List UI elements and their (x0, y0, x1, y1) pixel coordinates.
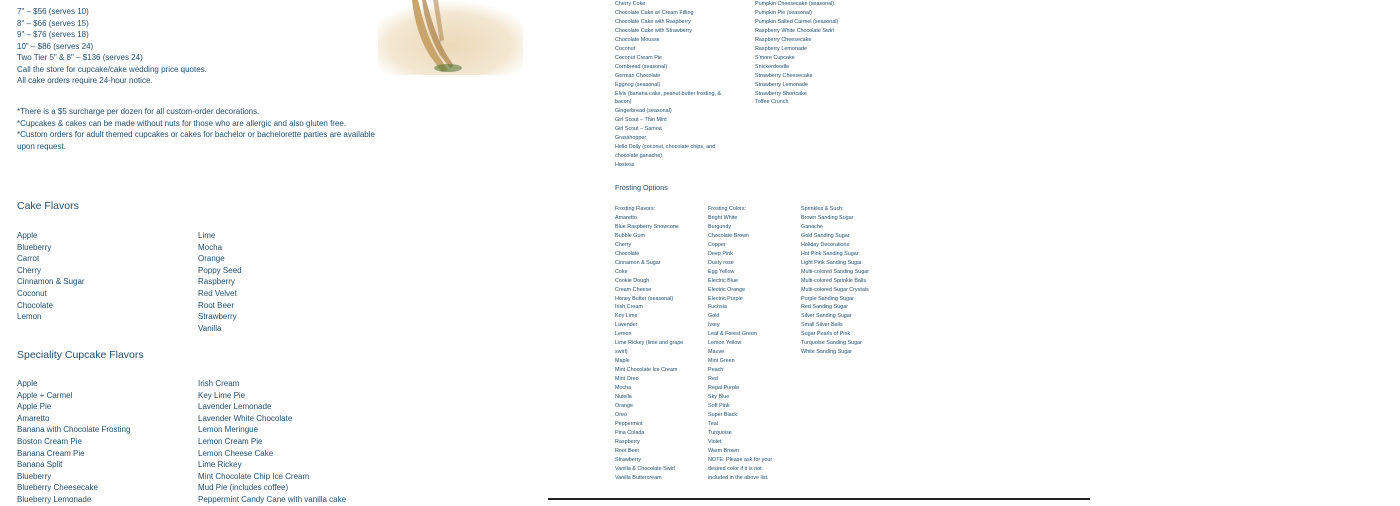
price-item: 8" – $66 (serves 15) (17, 18, 89, 28)
cake-flavor-item: Cherry (17, 265, 42, 275)
frosting-color-item: Egg Yellow (708, 268, 735, 275)
frosting-colors-list (708, 214, 772, 483)
sprinkle-item: Hot Pink Sanding Sugar (801, 250, 859, 257)
frosting-colors-section (708, 205, 772, 483)
frosting-color-item: Super Black (708, 411, 738, 418)
specialty-flavor-item: Apple + Carmel (17, 390, 73, 400)
cake-flavor-item: Mocha (198, 242, 223, 252)
order-note: All cake orders require 24-hour notice. (17, 76, 153, 85)
flavor-item: Snickerdoodle (755, 63, 790, 70)
cake-photo (378, 0, 523, 75)
price-item: 9" – $76 (serves 18) (17, 30, 89, 39)
flavor-item: Toffee Crunch (755, 99, 789, 106)
frosting-flavor-item: Maple (615, 358, 630, 365)
specialty-flavor-item: Lemon Meringue (198, 425, 259, 435)
flavor-item: bacon) (615, 99, 632, 106)
specialty-flavor-item: Amaretto (17, 413, 50, 423)
flavor-item: Grasshopper (615, 135, 647, 142)
cake-flavors-column-1 (17, 230, 85, 323)
frosting-color-item: Fuchsia (708, 304, 727, 311)
flavor-item: Chocolate Mousse (615, 36, 660, 43)
specialty-flavor-item: Lavender Lemonade (198, 402, 272, 412)
cake-flavor-item: Red Velvet (198, 288, 237, 298)
sprinkle-item: Brown Sanding Sugar (801, 214, 854, 221)
frosting-flavor-item: Mint Chocolate Ice Cream (615, 367, 678, 374)
frosting-color-item: Sky Blue (708, 394, 730, 401)
frosting-flavor-item: Vanilla Buttercream (615, 474, 662, 481)
frosting-color-item: Red (708, 376, 718, 383)
specialty-column-1 (17, 378, 130, 506)
allergy-note: *Cupcakes & cakes can be made without nuts for those who are allergic and also gluten free. (17, 118, 347, 128)
frosting-color-item: Teal (708, 420, 718, 427)
cake-flavor-item: Vanilla (198, 323, 222, 333)
sprinkle-item: Sugar Pearls of Pink (801, 331, 851, 338)
specialty-flavor-item: Peppermint Candy Cane with vanilla cake (198, 494, 347, 504)
frosting-flavor-item: Lavender (615, 322, 638, 329)
cake-flavor-item: Carrot (17, 254, 40, 264)
surcharge-note: *There is a $5 surcharge per dozen for all custom-order decorations. (17, 107, 260, 116)
frosting-color-item: Chocolate Brown (708, 232, 750, 239)
flavor-item: Gingerbread (seasonal) (615, 108, 672, 115)
frosting-color-item: Lemon Yellow (708, 340, 742, 347)
sprinkle-item: Multi-colored Sugar Crystals (801, 286, 869, 293)
flavor-list-right (755, 0, 838, 107)
frosting-flavors-list (615, 214, 683, 483)
flavor-item: Raspberry Cheesecake (755, 36, 812, 43)
price-list (17, 6, 387, 64)
cake-flavor-item: Coconut (17, 288, 47, 298)
specialty-flavor-item: Key Lime Pie (198, 390, 246, 400)
specialty-flavor-item: Mint Chocolate Chip Ice Cream (198, 471, 310, 481)
frosting-color-item: Mint Green (708, 358, 735, 365)
frosting-flavor-item: Oreo (615, 411, 627, 418)
cake-flavor-item: Strawberry (198, 312, 237, 322)
frosting-flavor-item: Amaretto (615, 214, 637, 221)
frosting-flavor-item: Raspberry (615, 438, 640, 445)
flavor-item: Chocolate Cake w/ Cream Filling (615, 9, 694, 16)
frosting-color-item: included in the above list. (708, 474, 769, 481)
frosting-flavor-item: Chocolate (615, 250, 640, 257)
sprinkle-item: Gold Sanding Sugar (801, 232, 850, 239)
frosting-flavor-item: Lime Rickey (lime and grape (615, 340, 684, 347)
frosting-flavor-item: Cherry (615, 241, 632, 248)
sprinkle-item: Ganache (801, 223, 823, 230)
frosting-flavor-item: Vanilla & Chocolate Swirl (615, 465, 675, 472)
price-item: Two Tier 5" & 8" – $136 (serves 24) (17, 53, 143, 62)
frosting-color-item: NOTE: Please ask for your (708, 456, 773, 463)
frosting-color-item: Peach (708, 367, 724, 374)
frosting-flavor-item: Irish Cream (615, 304, 643, 311)
sprinkle-item: Small Silver Balls (801, 322, 843, 329)
sprinkles-title: Sprinkles & Such: (801, 206, 844, 212)
cake-flavor-item: Lemon (17, 312, 42, 322)
specialty-flavor-item: Apple Pie (17, 402, 52, 412)
frosting-flavor-item: Blue Raspberry Snowcone (615, 223, 679, 230)
sprinkle-item: Silver Sanding Sugar (801, 313, 852, 320)
flavor-item: Girl Scout – Thin Mint (615, 117, 667, 124)
cake-flavors-column-2 (198, 230, 242, 334)
flavor-list-left (615, 0, 721, 170)
frosting-flavor-item: Key Lime (615, 313, 638, 320)
frosting-color-item: Ivory (708, 322, 720, 329)
sprinkle-item: Multi-colored Sanding Sugar (801, 268, 870, 275)
sprinkle-item: Red Sanding Sugar (801, 304, 849, 311)
flavor-item: Strawberry Shortcake (755, 90, 807, 97)
cake-flavor-item: Lime (198, 231, 216, 240)
frosting-color-item: Electric Blue (708, 277, 738, 284)
flavor-item: Pumpkin Cheesecake (seasonal) (755, 1, 835, 7)
flavor-item: chocolate ganache) (615, 153, 663, 160)
frosting-flavor-item: Bubble Gum (615, 232, 645, 239)
specialty-flavor-item: Apple (17, 379, 38, 388)
flavor-item: Pumpkin Pie (seasonal) (755, 9, 812, 16)
specialty-flavor-item: Lemon Cheese Cake (198, 448, 274, 458)
frosting-color-item: Warm Brown (708, 447, 739, 454)
sprinkle-item: Multi-colored Sprinkle Balls (801, 277, 867, 284)
frosting-options-title: Frosting Options (615, 183, 668, 192)
frosting-flavor-item: Honey Butter (seasonal) (615, 295, 674, 302)
frosting-color-item: Violet (708, 438, 722, 445)
frosting-color-item: Mauve (708, 349, 725, 356)
frosting-color-item: Deep Pink (708, 250, 733, 257)
frosting-color-item: Copper (708, 241, 726, 248)
flavor-item: Strawberry Cheesecake (755, 72, 813, 79)
frosting-color-item: Bright White (708, 214, 738, 221)
frosting-flavor-item: Mocha (615, 385, 632, 392)
cake-flavor-item: Cinnamon & Sugar (17, 277, 85, 287)
frosting-color-item: Electric Purple (708, 295, 743, 302)
flavor-item: Coconut Cream Pie (615, 54, 663, 61)
frosting-color-item: Gold (708, 313, 720, 320)
flavor-item: Coconut (615, 45, 636, 52)
frosting-color-item: Electric Orange (708, 286, 746, 293)
flavor-item: Girl Scout – Samoa (615, 126, 662, 133)
flavor-item: Strawberry Lemonade (755, 81, 809, 88)
flavor-item: German Chocolate (615, 72, 661, 79)
frosting-flavor-item: Nutella (615, 394, 632, 401)
cake-flavor-item: Blueberry (17, 242, 52, 252)
sprinkles-section (801, 205, 869, 357)
frosting-color-item: Burgundy (708, 223, 732, 230)
specialty-column-2 (198, 378, 346, 506)
cake-flavor-item: Chocolate (17, 300, 54, 310)
frosting-flavor-item: Cream Cheese (615, 286, 652, 293)
flavor-item: Cherry Coke (615, 1, 646, 7)
specialty-flavor-item: Lavender White Chocolate (198, 413, 293, 423)
specialty-flavor-item: Lime Rickey (198, 460, 242, 470)
specialty-flavor-item: Irish Cream (198, 379, 240, 388)
cake-flavors-title: Cake Flavors (17, 200, 79, 212)
frosting-flavor-item: Lemon (615, 331, 632, 338)
frosting-color-item: Leaf & Forest Green (708, 331, 757, 338)
cake-flavor-item: Apple (17, 231, 38, 240)
frosting-flavor-item: Cookie Dough (615, 277, 650, 284)
flavor-item: Raspberry Lemonade (755, 45, 807, 52)
cake-flavor-item: Orange (198, 254, 225, 264)
price-item: 10" – $86 (serves 24) (17, 41, 94, 51)
frosting-color-item: Turquoise (708, 429, 732, 436)
specialty-flavor-item: Blueberry Lemonade (17, 494, 92, 504)
call-note: Call the store for cupcake/cake wedding price quotes. (17, 64, 207, 74)
frosting-flavor-item: Coke (615, 268, 628, 275)
specialty-flavor-item: Boston Cream Pie (17, 436, 82, 446)
flavor-item: Elvis (banana cake, peanut butter frosting, & (615, 90, 722, 97)
flavor-item: Hostess (615, 162, 635, 169)
frosting-flavor-item: Pina Colada (615, 429, 645, 436)
flavor-item: Pumpkin Salted Carmel (seasonal) (755, 18, 839, 25)
price-item: 7" – $56 (serves 10) (17, 7, 89, 16)
flavor-item: Raspberry White Chocolate Swirl (755, 27, 835, 34)
sprinkle-item: Holiday Decorations (801, 241, 850, 248)
flavor-item: Chocolate Cake with Raspberry (615, 18, 691, 25)
sprinkle-item: White Sanding Sugar (801, 349, 852, 356)
frosting-flavor-item: Peppermint (615, 420, 643, 427)
specialty-flavor-item: Lemon Cream Pie (198, 436, 263, 446)
frosting-flavor-item: Root Beer (615, 447, 640, 454)
specialty-flavor-item: Mud Pie (includes coffee) (198, 483, 289, 493)
pricing-section (17, 6, 387, 87)
specialty-flavor-item: Banana with Chocolate Frosting (17, 425, 131, 435)
frosting-color-item: Dusty rose (708, 259, 734, 266)
sprinkle-item: Purple Sanding Sugar (801, 295, 854, 302)
frosting-color-item: Regal Purple (708, 385, 740, 392)
cake-flavor-item: Root Beer (198, 300, 235, 310)
frosting-color-item: Soft Pink (708, 402, 730, 409)
specialty-flavor-item: Banana Cream Pie (17, 448, 85, 458)
frosting-flavor-item: Cinnamon & Sugar (615, 259, 661, 266)
cake-flavor-item: Raspberry (198, 277, 235, 287)
frosting-flavor-item: Orange (615, 402, 633, 409)
flavor-item: Cornbread (seasonal) (615, 63, 668, 70)
sprinkle-item: Light Pink Sanding Sugar (801, 259, 862, 266)
flavor-item: S'more Cupcake (755, 54, 795, 61)
flavor-item: Chocolate Cake with Strawberry (615, 27, 692, 34)
sprinkles-list (801, 214, 869, 357)
frosting-colors-title: Frosting Colors: (708, 206, 747, 212)
flavor-item: Eggnog (seasonal) (615, 81, 661, 88)
cake-flavor-item: Poppy Seed (198, 265, 242, 275)
custom-order-note: *Custom orders for adult themed cupcakes or cakes for bachelor or bachelorette parties are available upon request. (17, 130, 375, 151)
flavor-item: Hello Dolly (coconut, chocolate chips, and (615, 144, 716, 151)
frosting-flavor-item: Strawberry (615, 456, 642, 463)
frosting-color-item: desired color if it is not (708, 465, 762, 472)
specialty-title: Speciality Cupcake Flavors (17, 349, 144, 361)
frosting-flavors-section (615, 205, 683, 483)
frosting-flavors-title: Frosting Flavors: (615, 206, 656, 212)
specialty-flavor-item: Blueberry (17, 471, 52, 481)
policy-notes (17, 106, 377, 152)
frosting-flavor-item: Mint Oreo (615, 376, 639, 383)
sprinkle-item: Turquoise Sanding Sugar (801, 340, 862, 347)
specialty-flavor-item: Banana Split (17, 460, 63, 470)
specialty-flavor-item: Blueberry Cheesecake (17, 483, 98, 493)
frosting-flavor-item: swirl) (615, 349, 628, 356)
